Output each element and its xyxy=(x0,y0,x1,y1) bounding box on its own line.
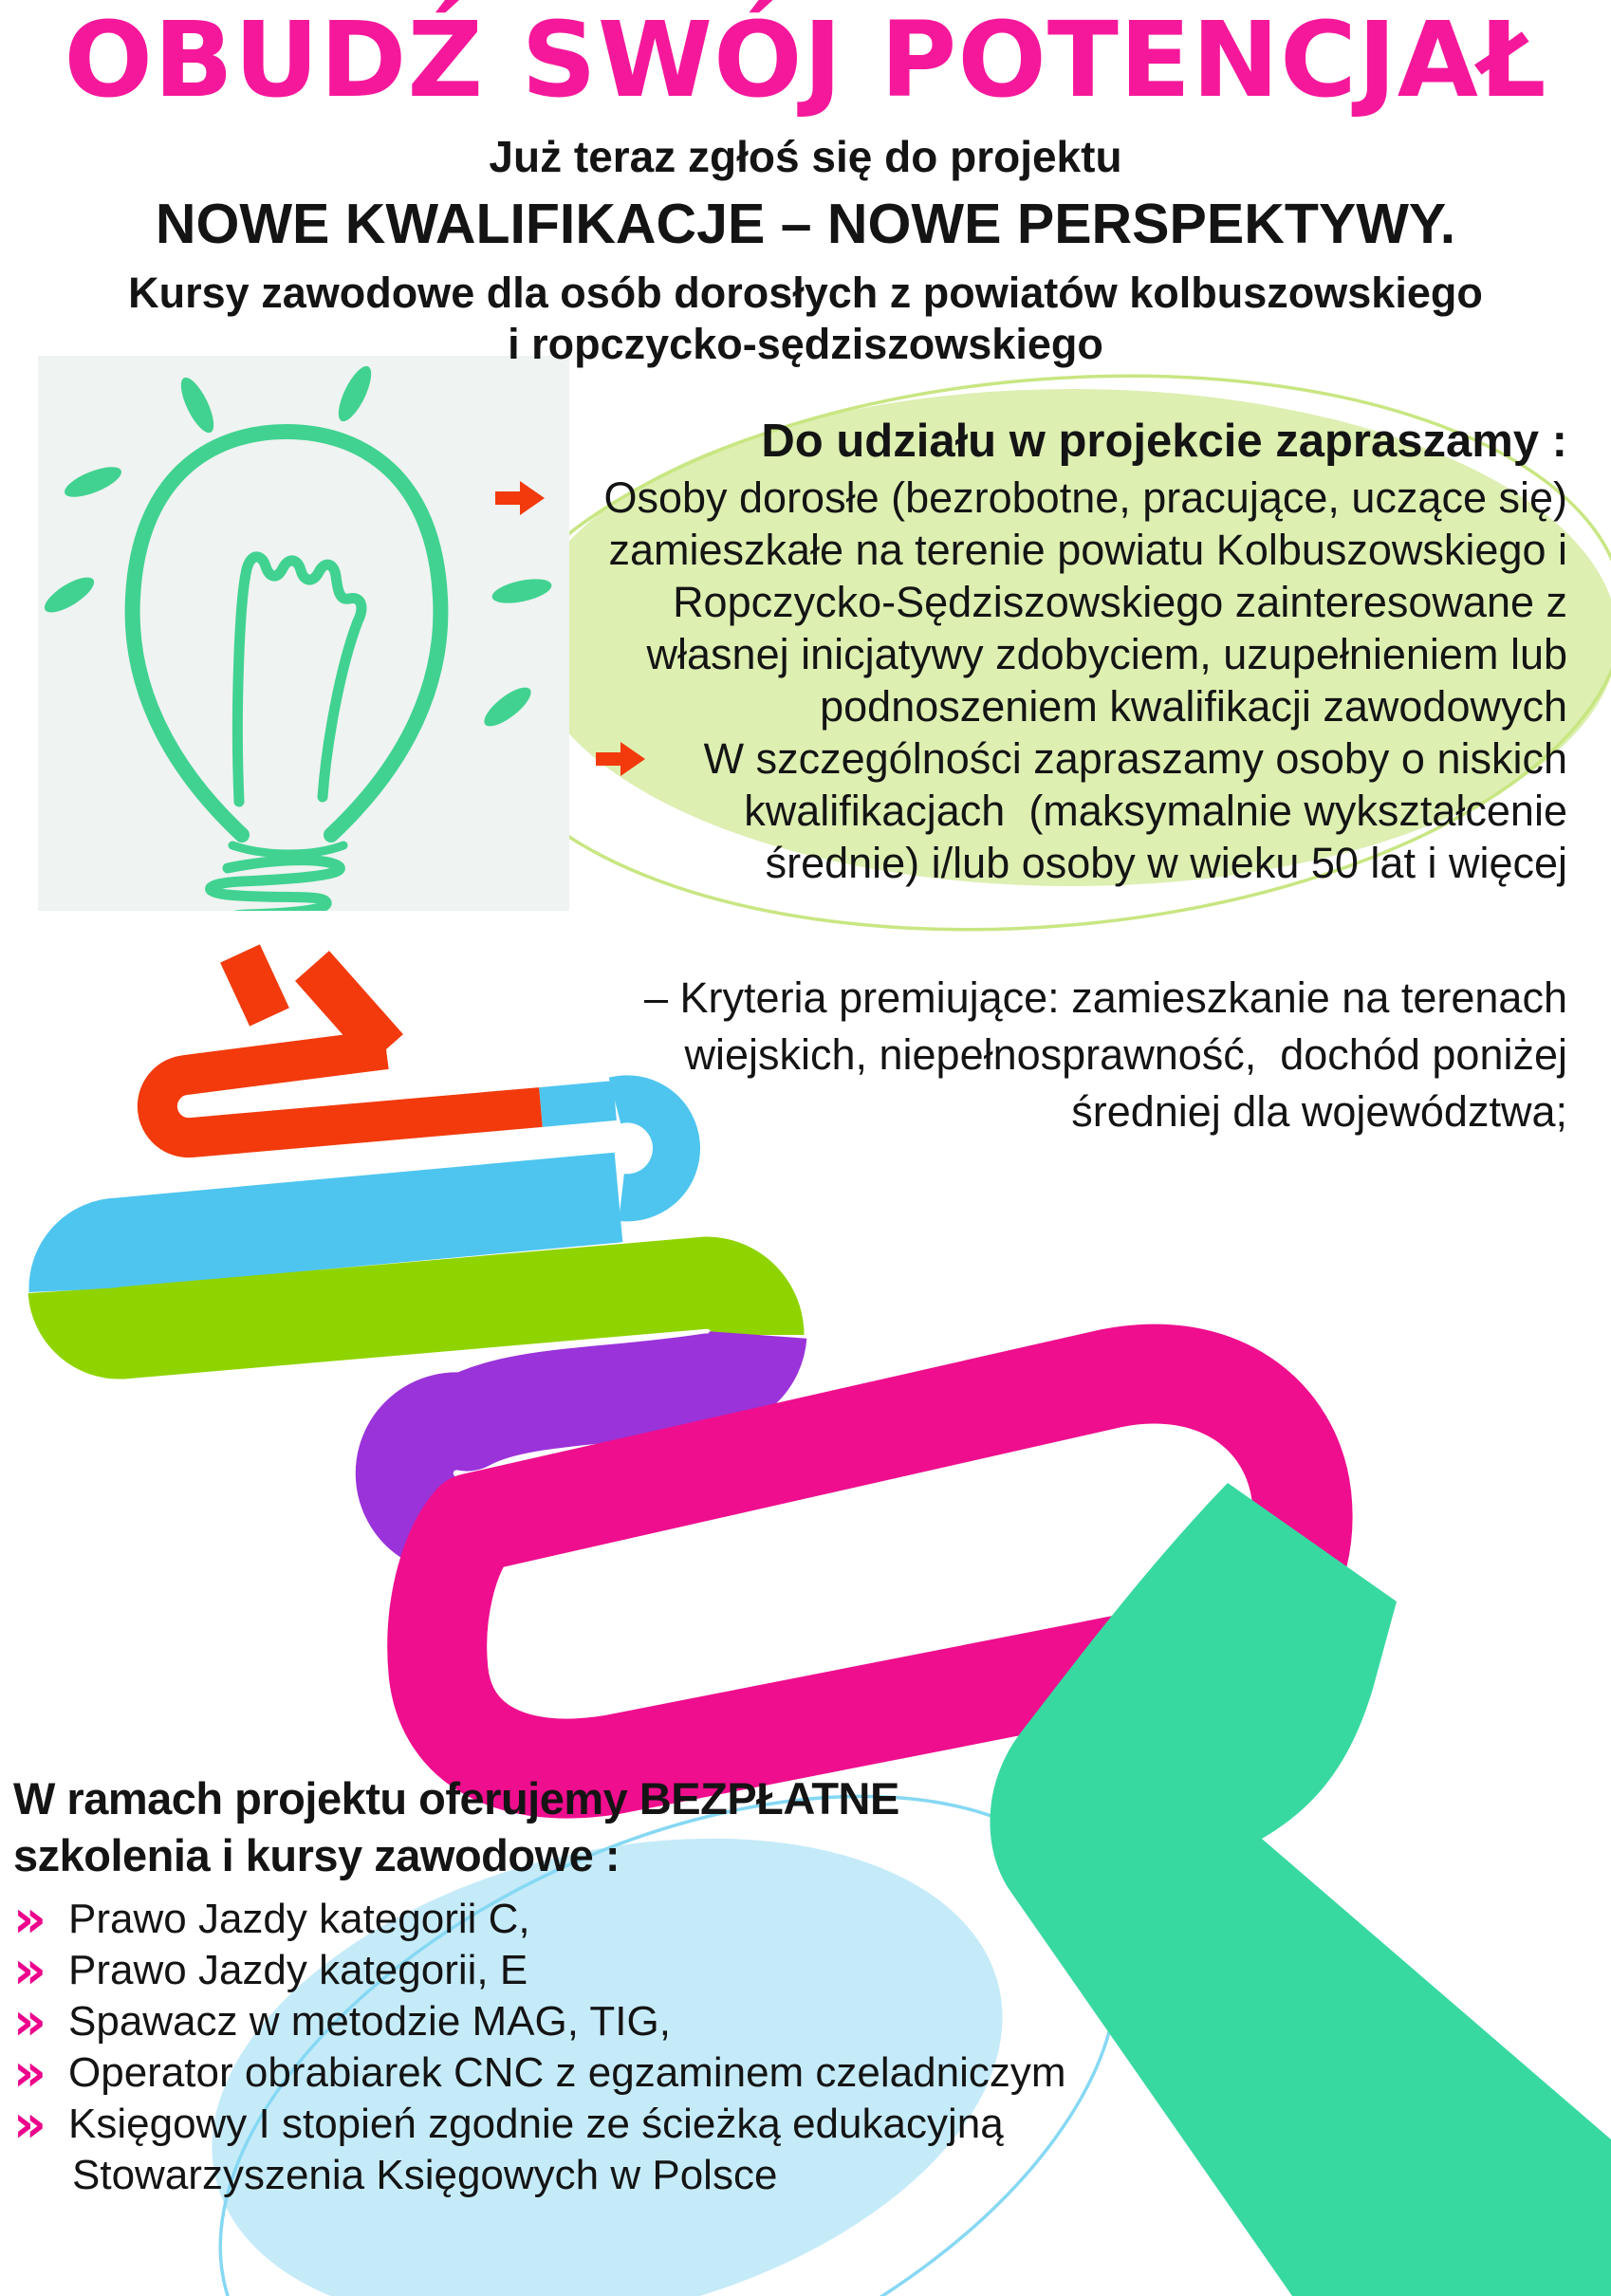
list-item xyxy=(13,1889,1066,1949)
offer-heading-2: szkolenia i kursy zawodowe : xyxy=(13,1830,620,1880)
list-item-text: Prawo Jazdy kategorii C, xyxy=(68,1896,530,1942)
invite-line xyxy=(495,524,1567,576)
project-name: NOWE KWALIFIKACJE – NOWE PERSPEKTYWY. xyxy=(155,193,1456,255)
ribbon-green-band xyxy=(74,1283,758,1335)
invite-line xyxy=(495,732,1567,785)
chevrons-bullet-icon: » xyxy=(13,2094,41,2154)
list-item-text: Spawacz w metodzie MAG, TIG, xyxy=(68,1998,671,2045)
invite-line-text: W szczególności zapraszamy osoby o niskich xyxy=(703,734,1567,783)
invite-line-text: kwalifikacjach (maksymalnie wykształcenie xyxy=(744,787,1567,835)
invite-line-text: własnej inicjatywy zdobyciem, uzupełnieniem lub xyxy=(646,630,1567,678)
invite-line-text: Ropczycko-Sędziszowskiego zainteresowane z xyxy=(673,578,1567,626)
list-item-text: Prawo Jazdy kategorii, E xyxy=(68,1947,528,1993)
invite-line xyxy=(495,472,1567,524)
chevrons-bullet-icon: » xyxy=(13,1991,41,2051)
ribbon-cyan xyxy=(541,1101,615,1107)
list-item xyxy=(13,1940,1066,2000)
invite-line-text: zamieszkałe na terenie powiatu Kolbuszowskiego i xyxy=(608,526,1567,574)
chevrons-bullet-icon: » xyxy=(13,1889,41,1949)
arrow-right-icon xyxy=(596,636,691,882)
invite-text-block xyxy=(495,472,1567,889)
list-item-text: Księgowy I stopień zgodnie ze ścieżką edukacyjną xyxy=(68,2101,1004,2147)
invite-line-text: Osoby dorosłe (bezrobotne, pracujące, uczące się) xyxy=(603,473,1567,522)
ribbon-teal-band xyxy=(990,1483,1611,2296)
list-item xyxy=(13,2043,1066,2102)
audience-line-1: Kursy zawodowe dla osób dorosłych z powiatów kolbuszowskiego xyxy=(128,268,1483,317)
audience-line-2: i ropczycko-sędziszowskiego xyxy=(508,320,1103,368)
ribbon-orange xyxy=(157,1049,541,1138)
criteria-line: średniej dla województwa; xyxy=(1071,1087,1567,1136)
criteria-line: – Kryteria premiujące: zamieszkanie na terenach xyxy=(644,973,1567,1022)
invite-line xyxy=(495,576,1567,628)
criteria-line: wiejskich, niepełnosprawność, dochód poniżej xyxy=(684,1030,1567,1079)
poster-subtitle: Już teraz zgłoś się do projektu xyxy=(489,132,1122,181)
offer-heading-1: W ramach projektu oferujemy BEZPŁATNE xyxy=(13,1773,899,1824)
chevrons-bullet-icon: » xyxy=(13,1940,41,2000)
course-list xyxy=(13,1889,1066,2201)
list-item-continuation: Stowarzyszenia Księgowych w Polsce xyxy=(72,2152,778,2198)
list-item-text: Operator obrabiarek CNC z egzaminem czeladniczym xyxy=(68,2049,1066,2096)
ribbon-orange-dash xyxy=(240,954,269,1017)
poster-title: OBUDŹ SWÓJ POTENCJAŁ xyxy=(64,0,1547,120)
list-item xyxy=(13,1991,1066,2051)
chevrons-bullet-icon: » xyxy=(13,2043,41,2102)
arrow-right-icon xyxy=(495,375,590,621)
invite-line-text: średnie) i/lub osoby w wieku 50 lat i więcej xyxy=(765,839,1567,887)
invite-line-text: podnoszeniem kwalifikacji zawodowych xyxy=(820,682,1567,731)
invite-heading: Do udziału w projekcie zapraszamy : xyxy=(761,416,1567,467)
criteria-block xyxy=(644,970,1567,1140)
list-item xyxy=(13,2094,1066,2154)
